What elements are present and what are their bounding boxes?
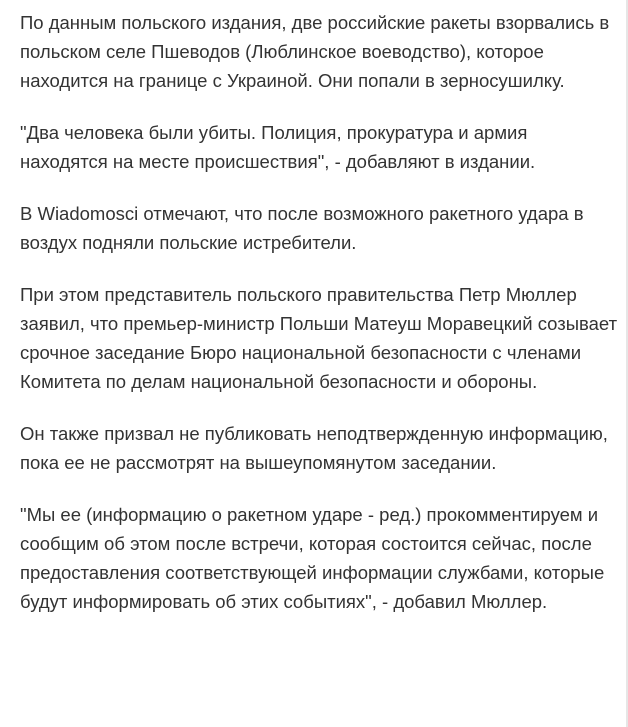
article-paragraph-2: "Два человека были убиты. Полиция, прокуратура и армия находятся на месте происшествия", - добавляют в издании. [20, 122, 536, 172]
article-paragraph-4: При этом представитель польского правительства Петр Мюллер заявил, что премьер-министр Польши Матеуш Моравецкий созывает срочное заседание Бюро национальной безопасности с членами Комитета по делам национальной безопасности и обороны. [20, 284, 618, 392]
article-paragraph-6: "Мы ее (информацию о ракетном ударе - ред.) прокомментируем и сообщим об этом после встречи, которая состоится сейчас, после предоставления соответствующей информации службами, которые будут информировать об этих событиях", - добавил Мюллер. [20, 504, 605, 612]
article-paragraph-3: В Wiadomosci отмечают, что после возможного ракетного удара в воздух подняли польские истребители. [20, 203, 584, 253]
article-body [20, 0, 620, 639]
article-paragraph-1: По данным польского издания, две российские ракеты взорвались в польском селе Пшеводов (Люблинское воеводство), которое находится на границе с Украиной. Они попали в зерносушилку. [20, 12, 610, 91]
article-paragraph-5: Он также призвал не публиковать неподтвержденную информацию, пока ее не рассмотрят на вышеупомянутом заседании. [20, 423, 608, 473]
